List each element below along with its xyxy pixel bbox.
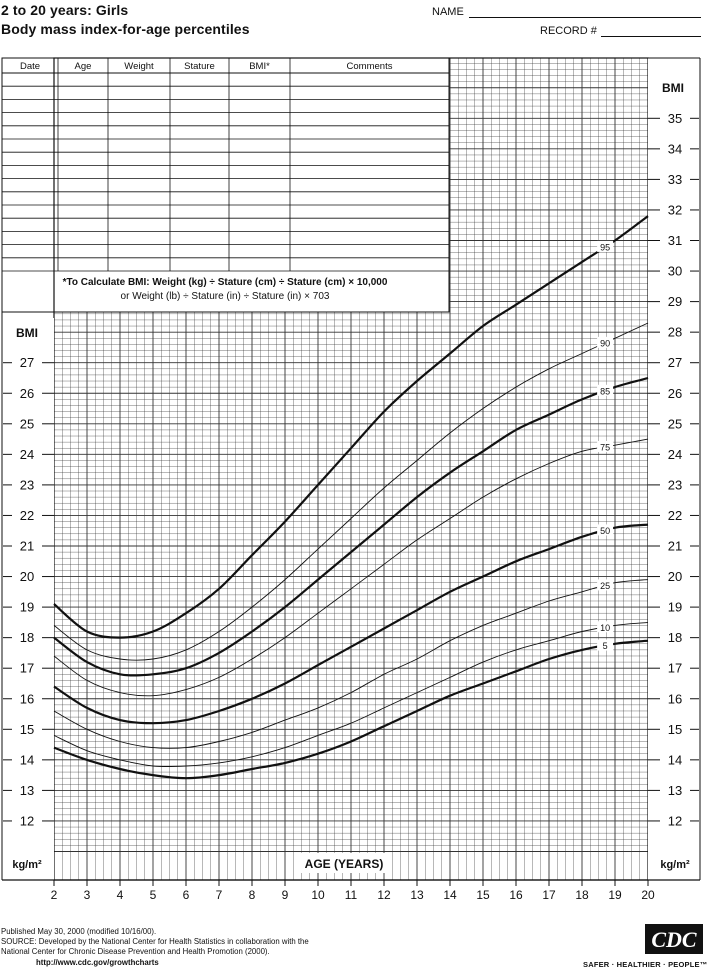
x-tick-label: 19 xyxy=(608,888,622,902)
y-tick-label-right: 35 xyxy=(667,110,683,126)
y-tick-label-left: 17 xyxy=(19,660,35,676)
x-tick-label: 8 xyxy=(248,888,256,902)
bmi-formula-line1: *To Calculate BMI: Weight (kg) ÷ Stature (cm) ÷ Stature (cm) × 10,000 xyxy=(62,277,388,288)
name-label: NAME xyxy=(432,6,464,18)
y-tick-label-left: 12 xyxy=(19,813,35,829)
y-tick-label-right: 16 xyxy=(667,691,683,707)
y-tick-label-left: 20 xyxy=(19,569,35,585)
table-column-header: Weight xyxy=(124,61,154,72)
x-tick-label: 12 xyxy=(377,888,391,902)
x-tick-label: 11 xyxy=(344,888,358,902)
y-tick-label-right: 17 xyxy=(667,660,683,676)
x-tick-label: 15 xyxy=(476,888,490,902)
x-tick-label: 9 xyxy=(281,888,289,902)
x-tick-label: 16 xyxy=(509,888,523,902)
chart-title: 2 to 20 years: Girls xyxy=(1,2,129,18)
percentile-label-50: 50 xyxy=(600,525,611,536)
footer-published: Published May 30, 2000 (modified 10/16/00). xyxy=(1,927,157,936)
y-tick-label-right: 15 xyxy=(667,721,683,737)
percentile-label-75: 75 xyxy=(600,442,611,453)
y-tick-label-right: 12 xyxy=(667,813,683,829)
y-tick-label-right: 13 xyxy=(667,782,683,798)
bmi-formula-line2: or Weight (lb) ÷ Stature (in) ÷ Stature (in) × 703 xyxy=(120,291,330,302)
table-column-header: BMI* xyxy=(249,61,270,72)
y-tick-label-right: 29 xyxy=(667,294,683,310)
percentile-label-25: 25 xyxy=(600,580,611,591)
x-tick-label: 7 xyxy=(215,888,223,902)
y-tick-label-left: 24 xyxy=(19,446,35,462)
x-tick-label: 10 xyxy=(311,888,325,902)
y-tick-label-left: 15 xyxy=(19,721,35,737)
y-tick-label-right: 26 xyxy=(667,385,683,401)
y-tick-label-left: 13 xyxy=(19,782,35,798)
x-tick-label: 18 xyxy=(575,888,589,902)
chart-subtitle: Body mass index-for-age percentiles xyxy=(1,21,250,37)
percentile-label-5: 5 xyxy=(602,641,608,652)
record-table-frame xyxy=(2,58,449,312)
percentile-label-85: 85 xyxy=(600,386,611,397)
percentile-labels xyxy=(597,241,613,651)
y-tick-label-left: 23 xyxy=(19,477,35,493)
y-tick-label-right: 14 xyxy=(667,752,683,768)
y-tick-label-right: 20 xyxy=(667,569,683,585)
x-tick-label: 20 xyxy=(641,888,655,902)
y-tick-label-right: 25 xyxy=(667,416,683,432)
x-tick-label: 13 xyxy=(410,888,424,902)
y-tick-label-right: 31 xyxy=(667,233,683,248)
footer-source: SOURCE: Developed by the National Center for Health Statistics in collaboration with the National Center for Chronic Disease Prevention and Health Promotion (2000). xyxy=(1,937,309,957)
record-label: RECORD # xyxy=(540,25,597,37)
x-tick-label: 4 xyxy=(116,888,124,902)
cdc-tagline: SAFER · HEALTHIER · PEOPLE™ xyxy=(583,960,708,969)
footer-url[interactable]: http://www.cdc.gov/growthcharts xyxy=(36,958,159,967)
y-tick-label-left: 21 xyxy=(19,538,35,554)
y-unit-right: kg/m² xyxy=(660,859,690,871)
y-tick-label-right: 18 xyxy=(667,630,683,646)
y-tick-label-right: 23 xyxy=(667,477,683,493)
y-tick-label-right: 28 xyxy=(667,324,683,340)
y-tick-label-left: 14 xyxy=(19,752,35,768)
y-tick-label-left: 18 xyxy=(19,630,35,646)
percentile-label-90: 90 xyxy=(600,338,611,349)
y-tick-label-left: 16 xyxy=(19,691,35,707)
svg-text:CDC: CDC xyxy=(651,927,697,952)
y-tick-label-left: 26 xyxy=(19,385,35,401)
table-column-header: Stature xyxy=(184,61,215,72)
x-tick-label: 3 xyxy=(83,888,91,902)
percentile-label-95: 95 xyxy=(600,242,611,253)
record-table xyxy=(2,58,449,312)
y-tick-label-right: 24 xyxy=(667,446,683,462)
x-tick-label: 14 xyxy=(443,888,457,902)
y-tick-label-right: 30 xyxy=(667,263,683,279)
y-tick-label-right: 21 xyxy=(667,538,683,554)
y-axis-title-left: BMI xyxy=(16,326,38,340)
x-tick-label: 2 xyxy=(50,888,58,902)
table-column-header: Date xyxy=(19,61,41,72)
y-tick-label-left: 25 xyxy=(19,416,35,432)
x-axis-title: AGE (YEARS) xyxy=(304,857,384,871)
cdc-logo xyxy=(645,924,703,954)
y-tick-label-right: 22 xyxy=(667,507,683,523)
y-tick-label-left: 27 xyxy=(19,355,35,371)
y-tick-label-right: 33 xyxy=(667,171,683,187)
x-tick-label: 17 xyxy=(542,888,556,902)
y-tick-label-left: 19 xyxy=(19,599,35,615)
x-tick-label: 6 xyxy=(182,888,190,902)
table-column-header: Age xyxy=(74,61,92,72)
y-unit-left: kg/m² xyxy=(12,859,42,871)
y-axis-title-right: BMI xyxy=(662,81,684,95)
y-tick-label-left: 22 xyxy=(19,507,35,523)
table-column-header: Comments xyxy=(346,61,393,72)
y-tick-label-right: 32 xyxy=(667,202,683,218)
y-tick-label-right: 19 xyxy=(667,599,683,615)
x-tick-label: 5 xyxy=(149,888,157,902)
percentile-label-10: 10 xyxy=(600,622,611,633)
y-tick-label-right: 34 xyxy=(667,141,683,157)
y-tick-label-right: 27 xyxy=(667,355,683,371)
